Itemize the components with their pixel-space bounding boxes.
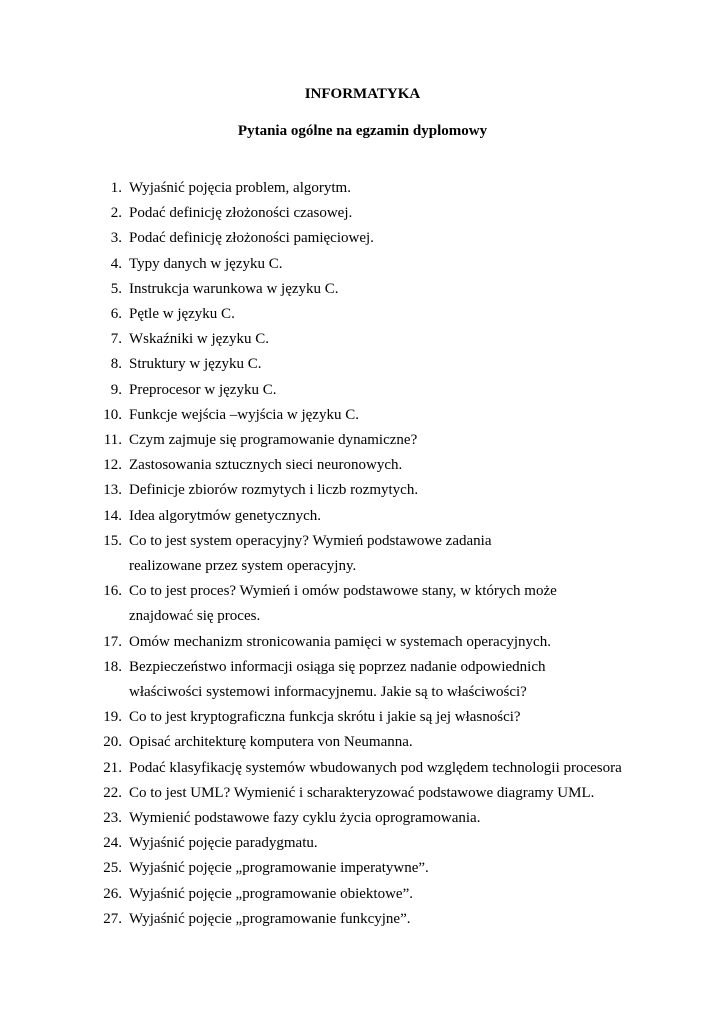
question-text: Funkcje wejścia –wyjścia w języku C. xyxy=(129,406,359,423)
question-item xyxy=(0,579,725,629)
question-number: 15. xyxy=(103,532,122,549)
question-number: 22. xyxy=(103,784,122,801)
question-text: realizowane przez system operacyjny. xyxy=(129,558,357,575)
question-text: Struktury w języku C. xyxy=(129,356,262,373)
question-item xyxy=(0,327,725,352)
question-number: 19. xyxy=(103,709,122,726)
question-number: 6. xyxy=(110,306,122,323)
question-number: 24. xyxy=(103,835,122,852)
question-text: Podać definicję złożoności czasowej. xyxy=(129,205,353,222)
question-item xyxy=(0,277,725,302)
question-item xyxy=(0,504,725,529)
question-text: Pętle w języku C. xyxy=(129,306,235,323)
question-item xyxy=(0,352,725,377)
question-item xyxy=(0,756,725,781)
question-text: Co to jest UML? Wymienić i scharakteryzować podstawowe diagramy UML. xyxy=(129,784,595,801)
question-item xyxy=(0,882,725,907)
question-number: 21. xyxy=(103,759,122,776)
question-item xyxy=(0,806,725,831)
question-text: Wyjaśnić pojęcie paradygmatu. xyxy=(129,835,318,852)
question-text: Bezpieczeństwo informacji osiąga się poprzez nadanie odpowiednich xyxy=(129,658,546,675)
question-item xyxy=(0,428,725,453)
question-text: Wyjaśnić pojęcie „programowanie funkcyjne”. xyxy=(129,910,411,927)
document-title: INFORMATYKA xyxy=(304,86,421,102)
question-text: Preprocesor w języku C. xyxy=(129,381,277,398)
question-item xyxy=(0,856,725,881)
question-number: 3. xyxy=(110,230,122,247)
question-number: 25. xyxy=(103,860,122,877)
question-text: Omów mechanizm stronicowania pamięci w systemach operacyjnych. xyxy=(129,633,551,650)
question-number: 13. xyxy=(103,482,122,499)
question-number: 10. xyxy=(103,406,122,423)
question-item xyxy=(0,478,725,503)
document-subtitle: Pytania ogólne na egzamin dyplomowy xyxy=(237,123,488,139)
question-text: Co to jest kryptograficzna funkcja skrótu i jakie są jej własności? xyxy=(129,709,521,726)
question-number: 5. xyxy=(110,280,122,297)
question-text: właściwości systemowi informacyjnemu. Jakie są to właściwości? xyxy=(129,684,527,701)
question-text: Wyjaśnić pojęcie „programowanie obiektowe”. xyxy=(129,885,413,902)
question-text: Wymienić podstawowe fazy cyklu życia oprogramowania. xyxy=(129,810,481,827)
question-number: 4. xyxy=(110,255,122,272)
question-text: Co to jest proces? Wymień i omów podstawowe stany, w których może xyxy=(129,583,557,600)
question-number: 12. xyxy=(103,457,122,474)
question-number: 23. xyxy=(103,810,122,827)
question-number: 16. xyxy=(103,583,122,600)
question-text: Zastosowania sztucznych sieci neuronowych. xyxy=(129,457,403,474)
question-item xyxy=(0,453,725,478)
question-text: Definicje zbiorów rozmytych i liczb rozmytych. xyxy=(129,482,419,499)
question-number: 14. xyxy=(103,507,122,524)
question-text: Idea algorytmów genetycznych. xyxy=(129,507,322,524)
question-text: Podać definicję złożoności pamięciowej. xyxy=(129,230,374,247)
question-item xyxy=(0,705,725,730)
question-number: 20. xyxy=(103,734,122,751)
question-item xyxy=(0,655,725,705)
question-number: 27. xyxy=(103,910,122,927)
question-text: Opisać architekturę komputera von Neumanna. xyxy=(129,734,413,751)
question-text: Co to jest system operacyjny? Wymień podstawowe zadania xyxy=(129,532,492,549)
question-item xyxy=(0,226,725,251)
question-item xyxy=(0,730,725,755)
question-number: 2. xyxy=(110,205,122,222)
question-item xyxy=(0,831,725,856)
question-item xyxy=(0,403,725,428)
question-number: 9. xyxy=(110,381,122,398)
question-item xyxy=(0,302,725,327)
question-text: Wyjaśnić pojęcie „programowanie imperatywne”. xyxy=(129,860,429,877)
question-item xyxy=(0,907,725,932)
question-number: 26. xyxy=(103,885,122,902)
question-item xyxy=(0,378,725,403)
question-item xyxy=(0,630,725,655)
question-text: Typy danych w języku C. xyxy=(129,255,283,272)
question-text: Instrukcja warunkowa w języku C. xyxy=(129,280,339,297)
question-item xyxy=(0,529,725,579)
question-item xyxy=(0,781,725,806)
question-text: Czym zajmuje się programowanie dynamiczne? xyxy=(129,432,418,449)
question-number: 11. xyxy=(103,432,122,449)
question-number: 7. xyxy=(110,331,122,348)
question-number: 1. xyxy=(110,180,122,196)
question-list xyxy=(0,176,725,932)
question-item xyxy=(0,252,725,277)
question-text: Podać klasyfikację systemów wbudowanych pod względem technologii procesora xyxy=(129,759,622,776)
question-number: 18. xyxy=(103,658,122,675)
question-text: Wskaźniki w języku C. xyxy=(129,331,269,348)
question-number: 17. xyxy=(103,633,122,650)
question-item xyxy=(0,176,725,201)
question-text: znajdować się proces. xyxy=(129,608,261,625)
question-number: 8. xyxy=(110,356,122,373)
question-text: Wyjaśnić pojęcia problem, algorytm. xyxy=(129,180,351,196)
question-item xyxy=(0,201,725,226)
